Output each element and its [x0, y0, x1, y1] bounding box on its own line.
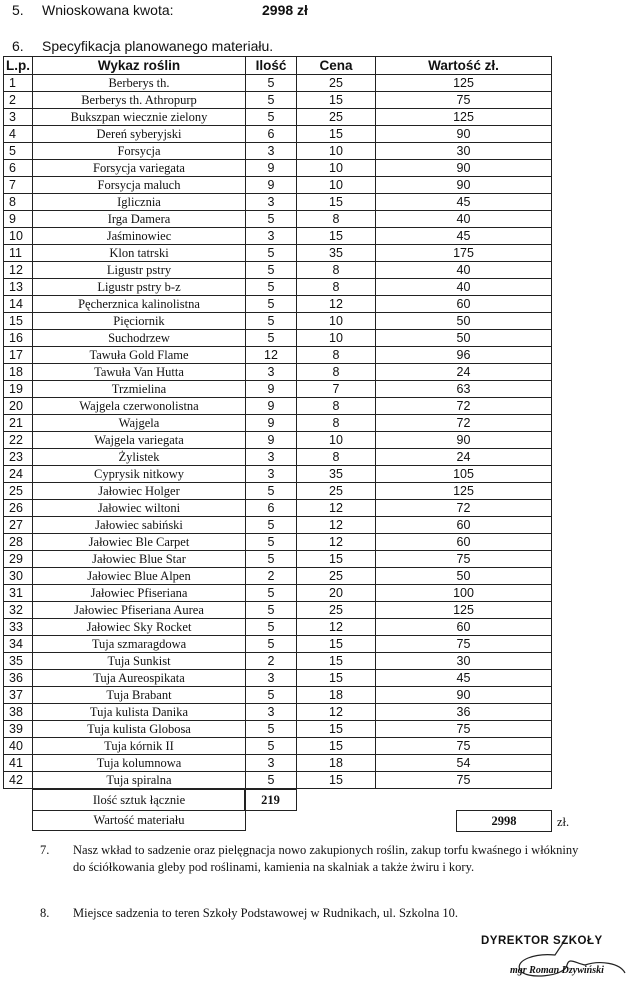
row-plant-name: Dereń syberyjski	[33, 126, 246, 143]
table-row	[4, 517, 552, 534]
row-quantity: 6	[246, 500, 297, 517]
table-row	[4, 415, 552, 432]
row-quantity: 2	[246, 568, 297, 585]
row-value: 45	[376, 670, 552, 687]
row-plant-name: Jałowiec Holger	[33, 483, 246, 500]
table-row	[4, 313, 552, 330]
table-row	[4, 126, 552, 143]
row-value: 60	[376, 517, 552, 534]
row-price: 10	[297, 432, 376, 449]
row-price: 35	[297, 466, 376, 483]
row-value: 75	[376, 551, 552, 568]
header-price: Cena	[297, 57, 376, 75]
row-value: 50	[376, 568, 552, 585]
row-plant-name: Klon tatrski	[33, 245, 246, 262]
row-plant-name: Jałowiec Blue Star	[33, 551, 246, 568]
row-lp: 10	[4, 228, 33, 245]
row-plant-name: Tuja Brabant	[33, 687, 246, 704]
director-stamp-title: DYREKTOR SZKOŁY	[481, 935, 603, 947]
row-quantity: 6	[246, 126, 297, 143]
row-plant-name: Trzmielina	[33, 381, 246, 398]
row-plant-name: Wajgela	[33, 415, 246, 432]
row-plant-name: Bukszpan wiecznie zielony	[33, 109, 246, 126]
row-plant-name: Jaśminowiec	[33, 228, 246, 245]
row-value: 90	[376, 126, 552, 143]
material-value-label: Wartość materiału	[93, 813, 185, 827]
row-quantity: 5	[246, 534, 297, 551]
row-lp: 19	[4, 381, 33, 398]
material-spec-heading	[12, 38, 273, 54]
row-lp: 12	[4, 262, 33, 279]
row-value: 75	[376, 772, 552, 789]
row-value: 90	[376, 687, 552, 704]
table-row	[4, 483, 552, 500]
row-price: 8	[297, 347, 376, 364]
row-price: 10	[297, 177, 376, 194]
section-number: 8.	[40, 906, 50, 920]
table-row	[4, 228, 552, 245]
row-quantity: 5	[246, 92, 297, 109]
row-price: 12	[297, 704, 376, 721]
row-value: 45	[376, 228, 552, 245]
row-lp: 23	[4, 449, 33, 466]
director-signature-name: mgr Roman Dzywiński	[510, 965, 604, 976]
row-price: 15	[297, 228, 376, 245]
row-price: 15	[297, 721, 376, 738]
row-quantity: 12	[246, 347, 297, 364]
row-value: 125	[376, 483, 552, 500]
row-value: 50	[376, 313, 552, 330]
row-price: 7	[297, 381, 376, 398]
row-value: 24	[376, 364, 552, 381]
row-quantity: 5	[246, 313, 297, 330]
row-value: 75	[376, 636, 552, 653]
row-lp: 42	[4, 772, 33, 789]
row-value: 50	[376, 330, 552, 347]
row-value: 36	[376, 704, 552, 721]
row-price: 12	[297, 534, 376, 551]
row-plant-name: Tuja kulista Globosa	[33, 721, 246, 738]
row-quantity: 5	[246, 330, 297, 347]
row-plant-name: Jałowiec Ble Carpet	[33, 534, 246, 551]
row-lp: 17	[4, 347, 33, 364]
row-price: 15	[297, 636, 376, 653]
table-row	[4, 245, 552, 262]
row-plant-name: Tuja szmaragdowa	[33, 636, 246, 653]
row-plant-name: Jałowiec Blue Alpen	[33, 568, 246, 585]
row-lp: 33	[4, 619, 33, 636]
row-plant-name: Jałowiec Sky Rocket	[33, 619, 246, 636]
row-plant-name: Iglicznia	[33, 194, 246, 211]
row-quantity: 5	[246, 109, 297, 126]
row-quantity: 9	[246, 398, 297, 415]
row-value: 100	[376, 585, 552, 602]
row-quantity: 5	[246, 296, 297, 313]
row-quantity: 5	[246, 245, 297, 262]
row-price: 12	[297, 296, 376, 313]
row-plant-name: Cyprysik nitkowy	[33, 466, 246, 483]
row-lp: 9	[4, 211, 33, 228]
table-row	[4, 551, 552, 568]
row-quantity: 5	[246, 721, 297, 738]
row-value: 60	[376, 296, 552, 313]
table-row	[4, 500, 552, 517]
row-plant-name: Tuja kulista Danika	[33, 704, 246, 721]
row-lp: 22	[4, 432, 33, 449]
row-quantity: 5	[246, 619, 297, 636]
row-quantity: 3	[246, 228, 297, 245]
row-price: 15	[297, 772, 376, 789]
row-price: 8	[297, 262, 376, 279]
row-quantity: 9	[246, 177, 297, 194]
row-price: 25	[297, 568, 376, 585]
row-lp: 36	[4, 670, 33, 687]
row-price: 8	[297, 364, 376, 381]
row-plant-name: Tuja Sunkist	[33, 653, 246, 670]
row-quantity: 3	[246, 755, 297, 772]
row-value: 90	[376, 432, 552, 449]
table-row	[4, 534, 552, 551]
table-row	[4, 755, 552, 772]
row-plant-name: Żylistek	[33, 449, 246, 466]
row-price: 12	[297, 619, 376, 636]
row-price: 25	[297, 602, 376, 619]
table-row	[4, 211, 552, 228]
row-value: 125	[376, 602, 552, 619]
row-value: 30	[376, 143, 552, 160]
header-lp: L.p.	[4, 57, 33, 75]
table-row	[4, 602, 552, 619]
row-quantity: 5	[246, 211, 297, 228]
row-lp: 16	[4, 330, 33, 347]
row-value: 45	[376, 194, 552, 211]
row-lp: 11	[4, 245, 33, 262]
row-lp: 8	[4, 194, 33, 211]
row-lp: 1	[4, 75, 33, 92]
row-plant-name: Suchodrzew	[33, 330, 246, 347]
row-price: 8	[297, 449, 376, 466]
table-header-row	[4, 57, 552, 75]
row-plant-name: Forsycja	[33, 143, 246, 160]
header-value: Wartość zł.	[376, 57, 552, 75]
row-quantity: 9	[246, 160, 297, 177]
row-value: 40	[376, 279, 552, 296]
table-row	[4, 653, 552, 670]
row-quantity: 3	[246, 670, 297, 687]
row-price: 20	[297, 585, 376, 602]
row-price: 8	[297, 398, 376, 415]
row-price: 12	[297, 500, 376, 517]
table-row	[4, 194, 552, 211]
row-price: 8	[297, 211, 376, 228]
row-plant-name: Tuja spiralna	[33, 772, 246, 789]
row-value: 75	[376, 721, 552, 738]
table-row	[4, 143, 552, 160]
table-row	[4, 449, 552, 466]
row-lp: 18	[4, 364, 33, 381]
row-quantity: 5	[246, 585, 297, 602]
section-number: 7.	[40, 843, 50, 857]
row-plant-name: Forsycja maluch	[33, 177, 246, 194]
row-quantity: 5	[246, 262, 297, 279]
row-value: 90	[376, 177, 552, 194]
row-quantity: 5	[246, 772, 297, 789]
row-lp: 35	[4, 653, 33, 670]
row-lp: 24	[4, 466, 33, 483]
row-quantity: 3	[246, 143, 297, 160]
row-lp: 2	[4, 92, 33, 109]
row-value: 72	[376, 398, 552, 415]
row-value: 175	[376, 245, 552, 262]
section-number: 5.	[12, 2, 24, 18]
row-lp: 38	[4, 704, 33, 721]
row-quantity: 5	[246, 75, 297, 92]
row-lp: 15	[4, 313, 33, 330]
row-value: 125	[376, 75, 552, 92]
row-quantity: 9	[246, 381, 297, 398]
section-title: Specyfikacja planowanego materiału.	[42, 38, 274, 54]
row-price: 15	[297, 738, 376, 755]
row-plant-name: Forsycja variegata	[33, 160, 246, 177]
material-value-total: 2998	[456, 810, 552, 832]
table-row	[4, 177, 552, 194]
section-number: 6.	[12, 38, 24, 54]
row-price: 8	[297, 415, 376, 432]
table-row	[4, 381, 552, 398]
row-price: 15	[297, 551, 376, 568]
section-7-text: Nasz wkład to sadzenie oraz pielęgnacja nowo zakupionych roślin, zakup torfu kwaśnego i włókniny do ściółkowania gleby pod roślinami, kamienia na skalniak a także żwiru i kory.	[73, 843, 579, 874]
row-price: 25	[297, 109, 376, 126]
row-quantity: 5	[246, 517, 297, 534]
row-price: 10	[297, 160, 376, 177]
row-plant-name: Tuja kolumnowa	[33, 755, 246, 772]
row-value: 60	[376, 619, 552, 636]
table-row	[4, 772, 552, 789]
row-quantity: 5	[246, 483, 297, 500]
row-lp: 20	[4, 398, 33, 415]
table-row	[4, 398, 552, 415]
row-value: 60	[376, 534, 552, 551]
row-lp: 4	[4, 126, 33, 143]
table-row	[4, 568, 552, 585]
row-plant-name: Berberys th. Athropurp	[33, 92, 246, 109]
row-price: 8	[297, 279, 376, 296]
row-value: 72	[376, 500, 552, 517]
row-plant-name: Ligustr pstry	[33, 262, 246, 279]
section-8-text: Miejsce sadzenia to teren Szkoły Podstawowej w Rudnikach, ul. Szkolna 10.	[73, 906, 458, 920]
row-price: 25	[297, 75, 376, 92]
total-quantity-label: Ilość sztuk łącznie	[92, 793, 186, 807]
row-lp: 7	[4, 177, 33, 194]
row-lp: 37	[4, 687, 33, 704]
row-price: 18	[297, 755, 376, 772]
row-lp: 26	[4, 500, 33, 517]
table-row	[4, 432, 552, 449]
row-lp: 14	[4, 296, 33, 313]
table-row	[4, 687, 552, 704]
currency-label: zł.	[557, 815, 570, 829]
row-plant-name: Wajgela czerwonolistna	[33, 398, 246, 415]
row-lp: 32	[4, 602, 33, 619]
total-quantity-value: 219	[244, 789, 297, 811]
row-lp: 29	[4, 551, 33, 568]
row-quantity: 9	[246, 432, 297, 449]
row-lp: 40	[4, 738, 33, 755]
row-lp: 28	[4, 534, 33, 551]
table-row	[4, 75, 552, 92]
table-row	[4, 262, 552, 279]
row-lp: 30	[4, 568, 33, 585]
row-value: 30	[376, 653, 552, 670]
row-value: 24	[376, 449, 552, 466]
row-quantity: 3	[246, 449, 297, 466]
row-quantity: 3	[246, 194, 297, 211]
table-row	[4, 585, 552, 602]
row-quantity: 3	[246, 364, 297, 381]
row-lp: 27	[4, 517, 33, 534]
row-plant-name: Irga Damera	[33, 211, 246, 228]
row-plant-name: Tawuła Van Hutta	[33, 364, 246, 381]
table-row	[4, 466, 552, 483]
row-value: 105	[376, 466, 552, 483]
row-quantity: 5	[246, 602, 297, 619]
row-value: 90	[376, 160, 552, 177]
row-plant-name: Wajgela variegata	[33, 432, 246, 449]
row-plant-name: Pięciornik	[33, 313, 246, 330]
row-plant-name: Jałowiec Pfiseriana	[33, 585, 246, 602]
total-quantity-label-cell	[32, 789, 246, 811]
row-plant-name: Tuja Aureospikata	[33, 670, 246, 687]
table-row	[4, 109, 552, 126]
table-row	[4, 160, 552, 177]
row-plant-name: Tuja kórnik II	[33, 738, 246, 755]
row-quantity: 5	[246, 279, 297, 296]
row-quantity: 3	[246, 704, 297, 721]
row-value: 125	[376, 109, 552, 126]
row-plant-name: Jałowiec wiltoni	[33, 500, 246, 517]
row-price: 15	[297, 194, 376, 211]
table-row	[4, 279, 552, 296]
row-price: 15	[297, 126, 376, 143]
row-lp: 3	[4, 109, 33, 126]
table-row	[4, 704, 552, 721]
row-lp: 41	[4, 755, 33, 772]
row-value: 63	[376, 381, 552, 398]
row-lp: 39	[4, 721, 33, 738]
row-price: 15	[297, 653, 376, 670]
header-plant-list: Wykaz roślin	[33, 57, 246, 75]
table-row	[4, 330, 552, 347]
row-plant-name: Ligustr pstry b-z	[33, 279, 246, 296]
plant-specification-table	[3, 56, 552, 789]
header-quantity: Ilość	[246, 57, 297, 75]
row-plant-name: Berberys th.	[33, 75, 246, 92]
row-value: 75	[376, 92, 552, 109]
table-row	[4, 636, 552, 653]
material-value-label-cell	[32, 810, 246, 831]
row-lp: 21	[4, 415, 33, 432]
row-lp: 34	[4, 636, 33, 653]
row-price: 10	[297, 143, 376, 160]
row-price: 15	[297, 92, 376, 109]
requested-amount-label: Wnioskowana kwota:	[42, 2, 174, 18]
row-price: 25	[297, 483, 376, 500]
table-row	[4, 721, 552, 738]
requested-amount-value: 2998 zł	[262, 2, 308, 18]
table-row	[4, 670, 552, 687]
row-lp: 5	[4, 143, 33, 160]
row-plant-name: Pęcherznica kalinolistna	[33, 296, 246, 313]
row-quantity: 9	[246, 415, 297, 432]
row-value: 75	[376, 738, 552, 755]
row-value: 96	[376, 347, 552, 364]
row-lp: 25	[4, 483, 33, 500]
row-quantity: 5	[246, 687, 297, 704]
row-price: 10	[297, 313, 376, 330]
table-row	[4, 92, 552, 109]
row-lp: 31	[4, 585, 33, 602]
row-price: 35	[297, 245, 376, 262]
row-quantity: 3	[246, 466, 297, 483]
row-value: 40	[376, 262, 552, 279]
row-price: 18	[297, 687, 376, 704]
table-row	[4, 296, 552, 313]
signature-scribble-icon	[505, 935, 635, 985]
row-plant-name: Tawuła Gold Flame	[33, 347, 246, 364]
row-value: 54	[376, 755, 552, 772]
row-quantity: 2	[246, 653, 297, 670]
table-row	[4, 364, 552, 381]
row-price: 12	[297, 517, 376, 534]
row-plant-name: Jałowiec Pfiseriana Aurea	[33, 602, 246, 619]
row-value: 40	[376, 211, 552, 228]
table-row	[4, 347, 552, 364]
row-price: 15	[297, 670, 376, 687]
row-quantity: 5	[246, 551, 297, 568]
table-row	[4, 738, 552, 755]
row-plant-name: Jałowiec sabiński	[33, 517, 246, 534]
row-lp: 13	[4, 279, 33, 296]
row-lp: 6	[4, 160, 33, 177]
row-value: 72	[376, 415, 552, 432]
row-quantity: 5	[246, 636, 297, 653]
table-row	[4, 619, 552, 636]
row-quantity: 5	[246, 738, 297, 755]
row-price: 10	[297, 330, 376, 347]
